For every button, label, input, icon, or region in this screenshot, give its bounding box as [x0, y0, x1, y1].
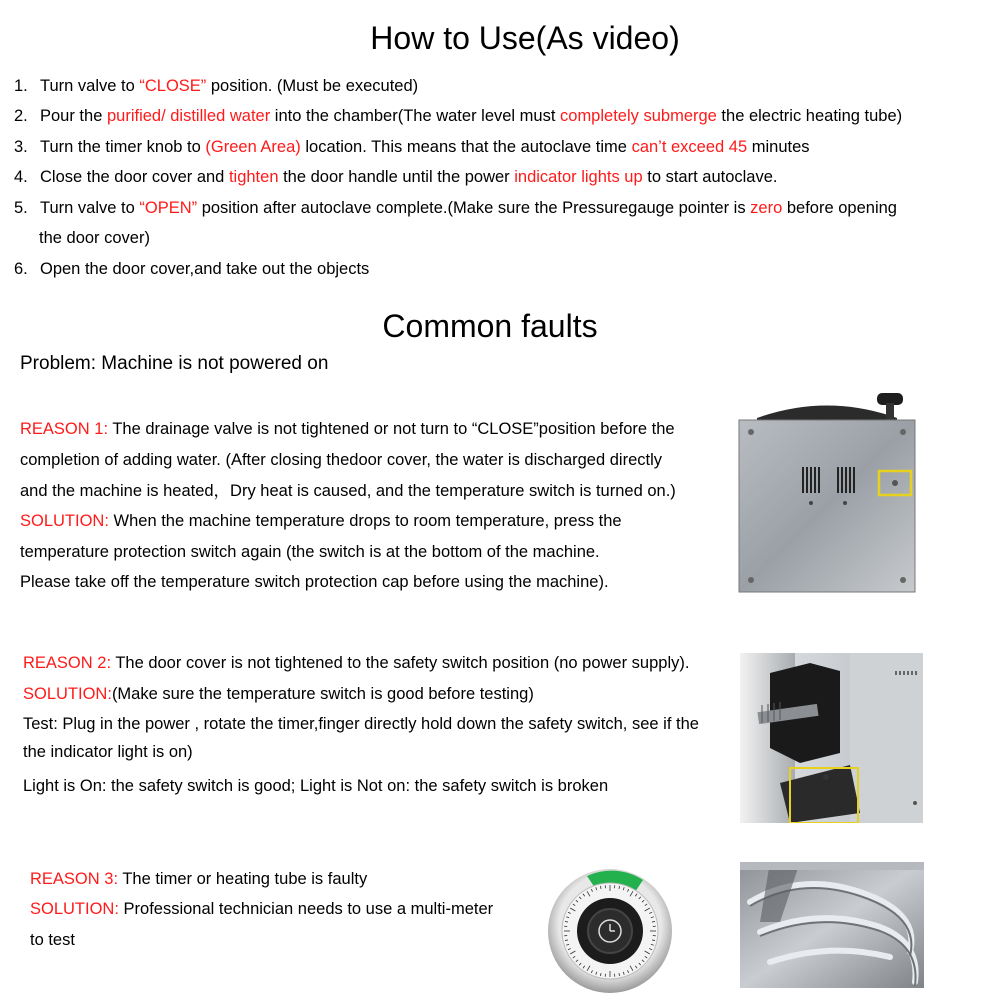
timer-knob-photo: [547, 858, 674, 998]
step-text: Pour the: [40, 107, 107, 125]
step-5: [14, 197, 897, 219]
step-text: before opening: [782, 199, 897, 217]
step-text: Turn the timer knob to: [40, 138, 206, 156]
step-text: position after autoclave complete.(Make sure the Pressuregauge pointer is: [197, 199, 751, 217]
step-text: position. (Must be executed): [206, 77, 419, 95]
step-6: [14, 258, 369, 280]
solution-3-label: SOLUTION:: [30, 900, 119, 918]
reason-1-line-1: [20, 418, 675, 440]
problem-statement: Problem: Machine is not powered on: [20, 353, 329, 374]
step-3: [14, 136, 810, 158]
solution-1-text: When the machine temperature drops to room temperature, press the: [108, 512, 622, 530]
step-text: to start autoclave.: [642, 168, 778, 186]
solution-3-line-2: to test: [30, 931, 75, 949]
step-text: location. This means that the autoclave time: [300, 138, 632, 156]
common-faults-title: Common faults: [382, 308, 598, 344]
step-4: [14, 166, 778, 188]
solution-2-label: SOLUTION:: [23, 685, 112, 703]
reason-1-line-3: and the machine is heated，Dry heat is caused, and the temperature switch is turned on.): [20, 482, 676, 500]
solution-1-line-1: [20, 510, 622, 532]
test-result: Light is On: the safety switch is good; Light is Not on: the safety switch is broken: [23, 777, 609, 795]
reason-2-line: [23, 652, 689, 674]
step-text: the electric heating tube): [716, 107, 903, 125]
step-number: 5.: [14, 199, 28, 217]
step-highlight: tighten: [228, 168, 279, 186]
step-highlight: purified/ distilled water: [106, 107, 271, 125]
step-text: Turn valve to: [40, 77, 140, 95]
step-highlight: “CLOSE”: [139, 77, 207, 95]
solution-1-line-2: temperature protection switch again (the switch is at the bottom of the machine.: [20, 543, 600, 561]
step-5-continuation: the door cover): [39, 229, 150, 247]
step-text: into the chamber(The water level must: [270, 107, 561, 125]
step-text: the door handle until the power: [278, 168, 515, 186]
step-number: 4.: [14, 168, 28, 186]
step-highlight: “OPEN”: [139, 199, 198, 217]
reason-1-label: REASON 1:: [20, 420, 109, 438]
step-text: Turn valve to: [40, 199, 140, 217]
reason-2-label: REASON 2:: [23, 654, 112, 672]
machine-bottom-photo: [737, 385, 917, 595]
step-highlight: indicator lights up: [514, 168, 643, 186]
solution-2-line: [23, 683, 534, 705]
solution-1-label: SOLUTION:: [20, 512, 109, 530]
solution-1-line-3: Please take off the temperature switch protection cap before using the machine).: [20, 573, 609, 591]
solution-3-line-1: [30, 898, 493, 920]
step-highlight: completely submerge: [560, 107, 717, 125]
step-1: [14, 75, 418, 97]
step-highlight: (Green Area): [205, 138, 301, 156]
reason-3-line: [30, 868, 367, 890]
solution-2-text: (Make sure the temperature switch is good before testing): [111, 685, 534, 703]
reason-1-text: The drainage valve is not tightened or not turn to “CLOSE”position before the: [108, 420, 675, 438]
reason-1-line-2: completion of adding water. (After closing thedoor cover, the water is discharged directly: [20, 451, 663, 469]
step-text: Close the door cover and: [40, 168, 229, 186]
safety-switch-photo: [740, 653, 923, 823]
step-highlight: can’t exceed 45: [631, 138, 748, 156]
solution-3-text: Professional technician needs to use a multi-meter: [118, 900, 494, 918]
test-line-2: the indicator light is on): [23, 743, 193, 761]
reason-3-label: REASON 3:: [30, 870, 119, 888]
heating-tube-photo: [740, 862, 924, 988]
reason-3-text: The timer or heating tube is faulty: [118, 870, 368, 888]
step-number: 6.: [14, 260, 28, 278]
step-2: [14, 105, 902, 127]
step-number: 2.: [14, 107, 28, 125]
test-line-1: Test: Plug in the power , rotate the timer,finger directly hold down the safety switch, see if the: [23, 715, 699, 733]
step-highlight: zero: [750, 199, 783, 217]
how-to-use-title: How to Use(As video): [370, 20, 680, 56]
step-number: 3.: [14, 138, 28, 156]
step-text: Open the door cover,and take out the objects: [40, 260, 370, 278]
reason-2-text: The door cover is not tightened to the safety switch position (no power supply).: [111, 654, 690, 672]
step-text: minutes: [747, 138, 810, 156]
step-number: 1.: [14, 77, 28, 95]
